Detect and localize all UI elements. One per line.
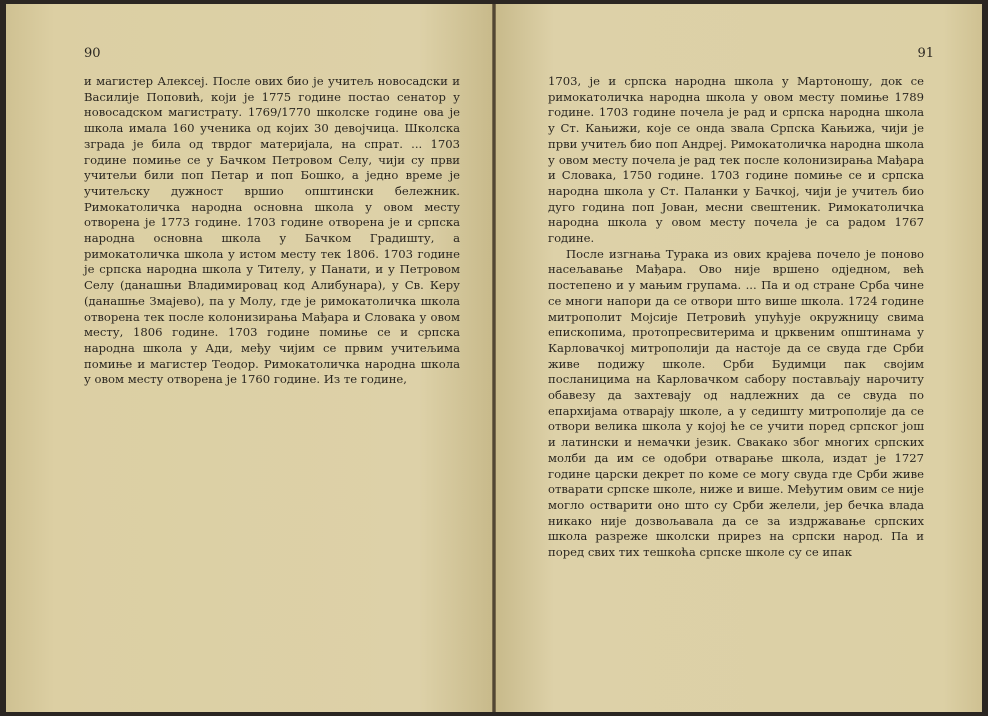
right-page-text: [548, 74, 924, 561]
left-paragraph: и магистер Алексеј. После ових био је учитељ новосадски и Василије Поповић, који је 1775 године постао сенатор у новосадском магистрату. 1769/1770 школске године ова је школа имала 160 ученика од којих 30 девојчица. Школска зграда је била од тврдог материјала, на спрат. ... 1703 године помиње се у Бачком Петровом Селу, чији су први учитељи били поп Петар и поп Бошко, а једно време је учитељску дужност вршио општински бележник. Римокатоличка народна основна школа у овом месту отворена је 1773 године. 1703 године отворена је и српска народна основна школа у Бачком Градишту, а римокатоличка школа у истом месту тек 1806. 1703 године је српска народна школа у Тителу, у Панати, и у Петровом Селу (данашњи Владимировац код Алибунара), у Св. Керу (данашње Змајево), па у Молу, где је римокатоличка школа отворена тек после колонизирања Мађара и Словака у овом месту, 1806 године. 1703 године помиње се и српска народна школа у Ади, међу чијим се првим учитељима помиње и магистер Теодор. Римокатоличка народна школа у овом месту отворена је 1760 године. Из те године,: [84, 74, 460, 387]
left-page: [6, 4, 492, 712]
right-paragraph: После изгнања Турака из ових крајева почело је поново насељавање Мађара. Ово није вршено одједном, већ постепено и у мањим групама. ... Па и од стране Срба чине се многи напори да се отвори што више школа. 1724 године митрополит Мојсије Петровић упућује окружницу свима епископима, протопресвитерима и црквеним општинама у Карловачкој митрополији да настоје да се свуда где Срби живе подижу школе. Срби Будимци пак својим посланицима на Карловачком сабору постављају нарочиту обавезу да захтевају од надлежних да се свуда по епархијама отварају школе, а у седишту митрополије да се отвори велика школа у којој ће се учити поред српског још и латински и немачки језик. Свакако због многих српских молби да им се одобри отварање школа, издат је 1727 године царски декрет по коме се могу свуда где Срби живе отварати српске школе, ниже и више. Међутим овим се није могло остварити оно што су Срби желели, јер бечка влада никако није дозвољавала да се за издржавање српских школа разреже школски прирез на српски народ. Па и поред свих тих тешкоћа српске школе су се ипак: [548, 246, 924, 560]
right-page-number: 91: [917, 46, 934, 61]
right-paragraph: 1703, је и српска народна школа у Мартоношу, док се римокатоличка народна школа у овом месту помиње 1789 године. 1703 године почела је рад и српска народна школа у Ст. Кањижи, које се онда звала Српска Кањижа, чији је први учитељ био поп Андреј. Римокатоличка народна школа у овом месту почела је рад тек после колонизирања Мађара и Словака, 1750 године. 1703 године помиње се и српска народна школа у Ст. Паланки у Бачкој, чији је учитељ био дуго година поп Јован, месни свештеник. Римокатоличка народна школа у овом месту почела је са радом 1767 године.: [548, 74, 924, 246]
left-page-text: [84, 74, 460, 388]
left-page-number: 90: [84, 46, 101, 61]
book-spread: [6, 4, 982, 712]
right-page: [496, 4, 982, 712]
